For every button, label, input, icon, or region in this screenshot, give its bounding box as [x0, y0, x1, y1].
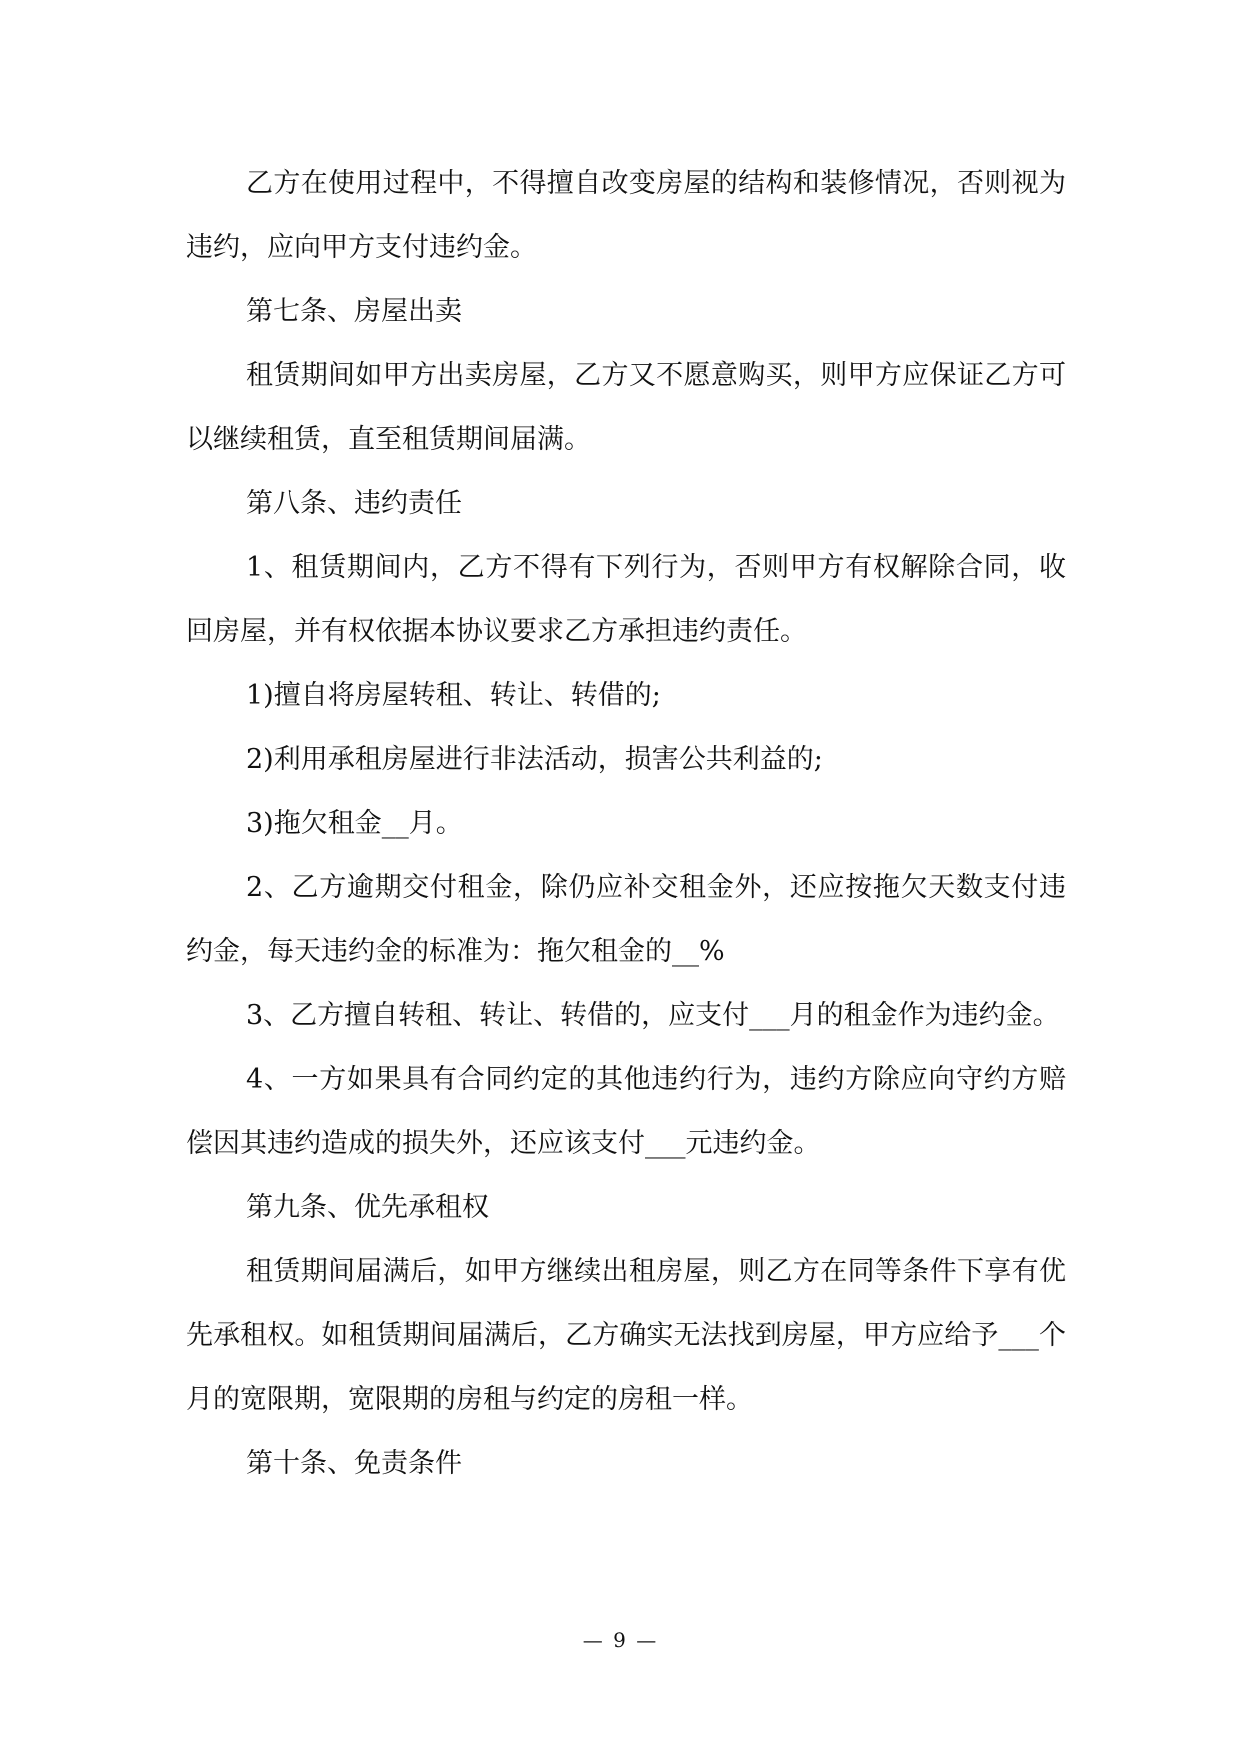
paragraph-breach-item-3: 3、乙方擅自转租、转让、转借的，应支付___月的租金作为违约金。 — [246, 1000, 1060, 1031]
paragraph-breach-subitem-1: 1)擅自将房屋转租、转让、转借的; — [246, 680, 661, 711]
heading-article-10: 第十条、免责条件 — [246, 1448, 462, 1479]
paragraph-breach-item-2: 2、乙方逾期交付租金，除仍应补交租金外，还应按拖欠天数支付违约金，每天违约金的标准为：拖欠租金的__% — [186, 872, 1066, 967]
paragraph-breach-subitem-3: 3)拖欠租金__月。 — [246, 808, 463, 839]
paragraph-priority-lease: 租赁期间届满后，如甲方继续出租房屋，则乙方在同等条件下享有优先承租权。如租赁期间届满后，乙方确实无法找到房屋，甲方应给予___个月的宽限期，宽限期的房租与约定的房租一样。 — [186, 1256, 1066, 1415]
heading-article-7: 第七条、房屋出卖 — [246, 296, 462, 327]
paragraph-breach-item-1: 1、租赁期间内，乙方不得有下列行为，否则甲方有权解除合同，收回房屋，并有权依据本协议要求乙方承担违约责任。 — [186, 552, 1066, 647]
paragraph-breach-item-4: 4、一方如果具有合同约定的其他违约行为，违约方除应向守约方赔偿因其违约造成的损失外，还应该支付___元违约金。 — [186, 1064, 1066, 1159]
paragraph-breach-subitem-2: 2)利用承租房屋进行非法活动，损害公共利益的; — [246, 744, 823, 775]
document-body — [186, 152, 1066, 1496]
page-number: — 9 — — [582, 1628, 659, 1652]
paragraph-sale-of-house: 租赁期间如甲方出卖房屋，乙方又不愿意购买，则甲方应保证乙方可以继续租赁，直至租赁期间届满。 — [186, 360, 1066, 455]
heading-article-9: 第九条、优先承租权 — [246, 1192, 489, 1223]
heading-article-8: 第八条、违约责任 — [246, 488, 462, 519]
paragraph-usage-restriction: 乙方在使用过程中，不得擅自改变房屋的结构和装修情况，否则视为违约，应向甲方支付违约金。 — [186, 168, 1066, 263]
